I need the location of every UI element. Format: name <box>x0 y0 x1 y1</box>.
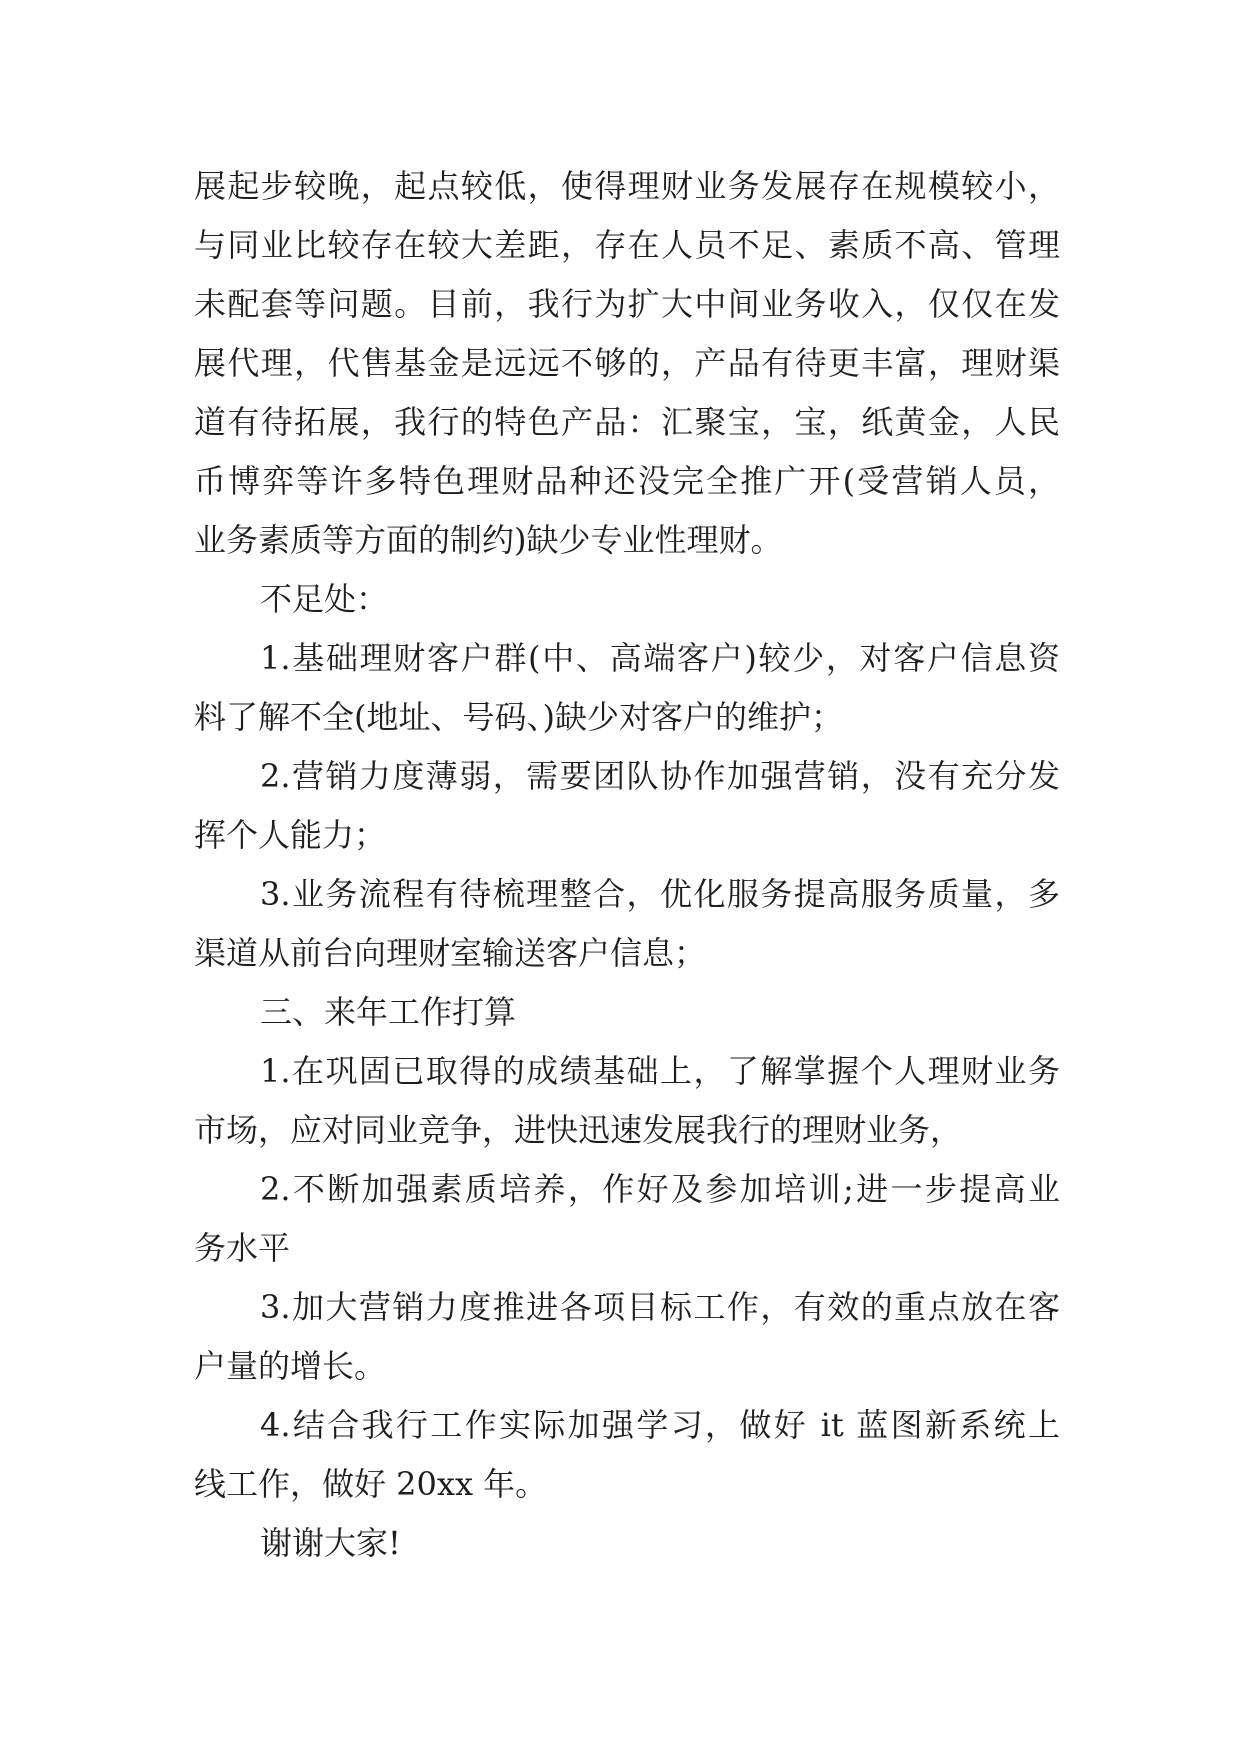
list-item-plan-1 <box>194 1042 1060 1160</box>
closing-line <box>194 1514 1060 1573</box>
text-line: 三、来年工作打算 <box>260 993 517 1031</box>
text-line: 展代理，代售基金是远远不够的，产品有待更丰富，理财渠 <box>194 344 1060 382</box>
text-line: 展起步较晚，起点较低，使得理财业务发展存在规模较小， <box>194 167 1060 205</box>
section-heading-next-year-plan <box>194 983 1060 1042</box>
text-line: 币博弈等许多特色理财品种还没完全推广开(受营销人员， <box>194 462 1060 500</box>
text-line: 4.结合我行工作实际加强学习，做好 it 蓝图新系统上 <box>260 1406 1060 1444</box>
text-line: 挥个人能力； <box>194 816 387 854</box>
text-line: 1.在巩固已取得的成绩基础上，了解掌握个人理财业务 <box>260 1052 1060 1090</box>
text-line: 3.加大营销力度推进各项目标工作，有效的重点放在客 <box>260 1288 1060 1326</box>
text-line: 业务素质等方面的制约)缺少专业性理财。 <box>194 521 783 559</box>
text-line: 道有待拓展，我行的特色产品：汇聚宝，宝，纸黄金，人民 <box>194 403 1060 441</box>
text-line: 3.业务流程有待梳理整合，优化服务提高服务质量，多 <box>260 875 1060 913</box>
list-item-plan-3 <box>194 1278 1060 1396</box>
text-line: 户量的增长。 <box>194 1347 387 1385</box>
text-line: 与同业比较存在较大差距，存在人员不足、素质不高、管理 <box>194 226 1060 264</box>
list-item-plan-2 <box>194 1160 1060 1278</box>
text-line: 线工作，做好 20xx 年。 <box>194 1465 548 1503</box>
text-line: 市场，应对同业竞争，进快迅速发展我行的理财业务， <box>194 1111 963 1149</box>
text-line: 料了解不全(地址、号码、)缺少对客户的维护； <box>194 698 843 736</box>
document-body <box>194 157 1060 1573</box>
text-line: 渠道从前台向理财室输送客户信息； <box>194 934 707 972</box>
text-line: 不足处： <box>260 580 389 618</box>
paragraph-continued <box>194 157 1060 570</box>
text-line: 未配套等问题。目前，我行为扩大中间业务收入，仅仅在发 <box>194 285 1060 323</box>
list-item-shortcoming-3 <box>194 865 1060 983</box>
text-line: 务水平 <box>194 1229 291 1267</box>
list-item-plan-4 <box>194 1396 1060 1514</box>
text-line: 谢谢大家! <box>260 1524 401 1562</box>
text-line: 1.基础理财客户群(中、高端客户)较少，对客户信息资 <box>260 639 1060 677</box>
list-item-shortcoming-2 <box>194 747 1060 865</box>
text-line: 2.不断加强素质培养，作好及参加培训;进一步提高业 <box>260 1170 1060 1208</box>
subheading-shortcomings <box>194 570 1060 629</box>
text-line: 2.营销力度薄弱，需要团队协作加强营销，没有充分发 <box>260 757 1060 795</box>
list-item-shortcoming-1 <box>194 629 1060 747</box>
